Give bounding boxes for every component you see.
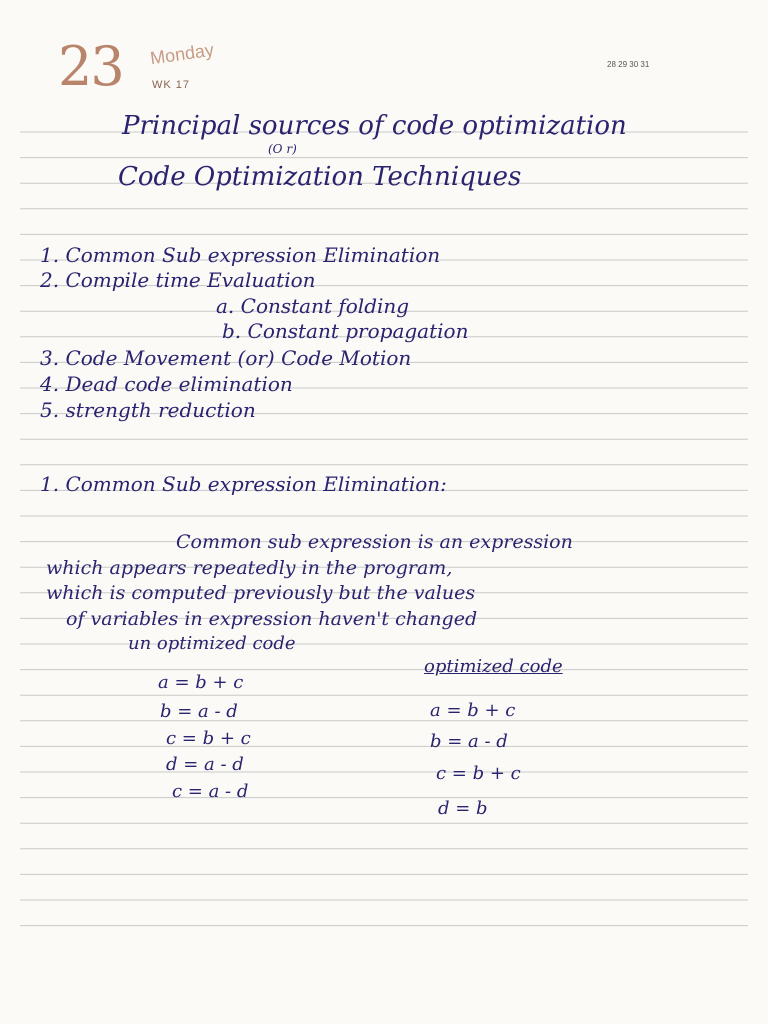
optimized-code-label: optimized code (424, 656, 563, 677)
technique-item-1: 1. Common Sub expression Elimination (40, 243, 441, 267)
technique-item-2: 2. Compile time Evaluation (40, 268, 316, 292)
technique-item-5: 5. strength reduction (40, 398, 256, 422)
section-heading: 1. Common Sub expression Elimination: (40, 472, 447, 496)
paragraph-line: Common sub expression is an expression (176, 531, 573, 553)
title-line-1: Principal sources of code optimization (122, 111, 627, 141)
paragraph-line: which appears repeatedly in the program, (46, 557, 453, 579)
unoptimized-code-label: un optimized code (128, 633, 296, 654)
optimized-code-line: d = b (438, 798, 488, 819)
paragraph-line: of variables in expression haven't changed (66, 608, 478, 630)
planner-date-number: 23 (58, 35, 123, 98)
optimized-code-line: c = b + c (436, 763, 521, 784)
unoptimized-code-line: a = b + c (158, 672, 244, 693)
paragraph-line: which is computed previously but the values (46, 582, 476, 604)
technique-item-3: 3. Code Movement (or) Code Motion (40, 346, 412, 370)
title-or: (O r) (268, 142, 297, 156)
unoptimized-code-line: b = a - d (160, 701, 238, 722)
technique-item-4: 4. Dead code elimination (40, 372, 293, 396)
unoptimized-code-line: d = a - d (166, 754, 244, 775)
planner-calendar-dates: 28 29 30 31 (607, 60, 650, 69)
planner-day-name: Monday (148, 39, 216, 69)
technique-item-2a: a. Constant folding (216, 294, 410, 318)
title-line-2: Code Optimization Techniques (118, 162, 522, 192)
planner-week-label: WK 17 (152, 79, 191, 91)
optimized-code-line: b = a - d (430, 731, 508, 752)
technique-item-2b: b. Constant propagation (222, 319, 469, 343)
optimized-code-line: a = b + c (430, 700, 516, 721)
unoptimized-code-line: c = a - d (172, 781, 249, 802)
unoptimized-code-line: c = b + c (166, 728, 251, 749)
